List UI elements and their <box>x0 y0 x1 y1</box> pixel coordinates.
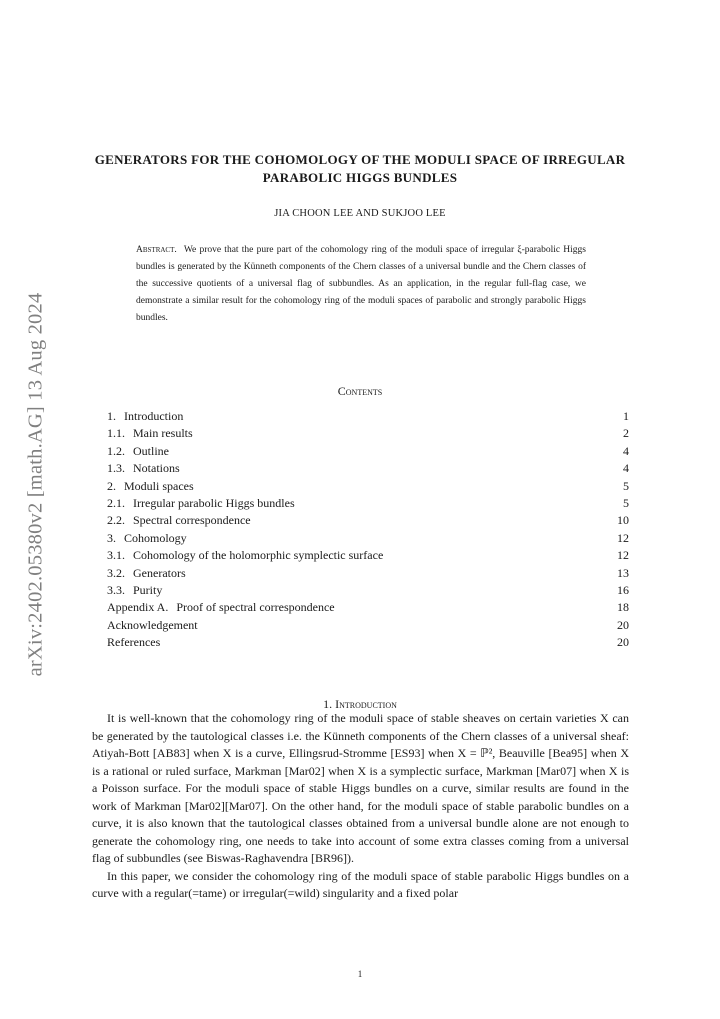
abstract-label: Abstract. <box>136 245 177 255</box>
section-heading: 1. Introduction <box>323 697 397 711</box>
toc-entry-number: 3. <box>107 530 116 545</box>
page-number: 1 <box>357 969 363 979</box>
toc-entry[interactable] <box>107 478 629 495</box>
toc-entry-title: Introduction <box>124 409 184 423</box>
toc-entry[interactable] <box>107 547 629 564</box>
toc-entry-label <box>107 425 193 442</box>
toc-entry-page: 5 <box>623 478 629 493</box>
toc-entry-label <box>107 460 180 477</box>
toc-entry[interactable] <box>107 495 629 512</box>
toc-entry-number: 3.3. <box>107 582 125 597</box>
toc-entry[interactable] <box>107 582 629 599</box>
toc-entry-label <box>107 530 187 547</box>
toc-entry-label <box>107 495 295 512</box>
toc-entry-title: Spectral correspondence <box>133 513 251 528</box>
toc-entry-title: Purity <box>133 582 163 597</box>
toc-entry-title: References <box>107 635 161 650</box>
toc-entry-label <box>107 634 160 651</box>
toc-entry[interactable] <box>107 408 629 425</box>
toc-entry-title: Acknowledgement <box>107 617 198 632</box>
toc-entry-number: 1.1. <box>107 426 125 441</box>
toc-entry[interactable] <box>107 425 629 442</box>
toc-entry-page: 20 <box>617 635 629 650</box>
toc-entry-title: Main results <box>133 426 193 441</box>
toc-entry-page: 4 <box>623 443 629 458</box>
toc-entry-number: 2.1. <box>107 495 125 510</box>
toc-entry[interactable] <box>107 617 629 634</box>
toc-entry-number: 1.3. <box>107 461 125 476</box>
toc-entry[interactable] <box>107 460 629 477</box>
toc-entry-page: 16 <box>617 582 629 597</box>
toc-entry-number: 2.2. <box>107 513 125 528</box>
toc-entry-page: 18 <box>617 600 629 615</box>
toc-entry[interactable] <box>107 443 629 460</box>
toc-entry-page: 13 <box>617 565 629 580</box>
toc-entry-page: 1 <box>623 409 629 423</box>
toc-entry-label <box>107 443 169 460</box>
toc-entry-page: 12 <box>617 548 629 563</box>
toc-entry-page: 2 <box>623 426 629 441</box>
paper-title: GENERATORS FOR THE COHOMOLOGY OF THE MODULI SPACE OF IRREGULAR PARABOLIC HIGGS BUNDLES <box>94 152 626 185</box>
toc-entry-label <box>107 565 186 582</box>
arxiv-identifier-text: arXiv:2402.05380v2 [math.AG] 13 Aug 2024 <box>24 292 47 676</box>
toc-entry-number: 2. <box>107 478 116 493</box>
paper-authors: JIA CHOON LEE AND SUKJOO LEE <box>274 208 446 219</box>
abstract-text: We prove that the pure part of the cohomology ring of the moduli space of irregular ξ-parabolic Higgs bundles is generated by the Künneth components of the Chern classes of a universal bundle and the Chern classes of the successive quotients of a universal flag of subbundles. As an application, in the regular full-flag case, we demonstrate a similar result for the cohomology ring of the moduli spaces of parabolic and strongly parabolic Higgs bundles. <box>136 245 586 323</box>
toc-entry-number: Appendix A. <box>107 600 169 615</box>
toc-entry-number: 3.2. <box>107 565 125 580</box>
body-paragraph: In this paper, we consider the cohomology ring of the moduli space of stable parabolic Higgs bundles on a curve with a regular(=tame) or irregular(=wild) singularity and a fixed polar <box>92 868 629 900</box>
toc-entry-page: 12 <box>617 530 629 545</box>
toc-entry-title: Cohomology of the holomorphic symplectic surface <box>133 548 384 563</box>
toc-entry-label <box>107 599 335 616</box>
abstract <box>136 242 586 327</box>
toc-entry-label <box>107 547 383 564</box>
toc-entry-label <box>107 408 183 425</box>
toc-entry-label <box>107 617 198 634</box>
section-body <box>92 710 629 903</box>
toc-entry-label <box>107 478 194 495</box>
table-of-contents <box>107 408 629 651</box>
toc-entry-page: 4 <box>623 461 629 476</box>
toc-entry-title: Notations <box>133 461 180 476</box>
toc-entry[interactable] <box>107 565 629 582</box>
body-paragraph: It is well-known that the cohomology ring of the moduli space of stable sheaves on certain varieties X can be generated by the tautological classes i.e. the Künneth components of the Chern classes of a universal sheaf: Atiyah-Bott [AB83] when X is a curve, Ellingsrud-Stromme [ES93] when X = ℙ², Beauville [Bea95] when X is a rational or ruled surface, Markman [Mar02] when X is a symplectic surface, Markman [Mar07] when X is a Poisson surface. For the moduli space of stable Higgs bundles on a curve, similar results are found in the work of Markman [Mar02][Mar07]. On the other hand, for the moduli space of stable parabolic bundles on a curve, it is also known that the tautological classes obtained from a universal bundle alone are not enough to generate the cohomology ring, one needs to take into account of some extra classes coming from a universal flag of subbundles (see Biswas-Raghavendra [BR96]). <box>92 711 629 865</box>
toc-entry-page: 5 <box>623 495 629 510</box>
toc-entry[interactable] <box>107 530 629 547</box>
toc-entry-label <box>107 512 251 529</box>
toc-entry-page: 20 <box>617 617 629 632</box>
toc-entry-title: Irregular parabolic Higgs bundles <box>133 495 295 510</box>
toc-entry[interactable] <box>107 512 629 529</box>
toc-entry-number: 1. <box>107 409 116 423</box>
toc-entry-title: Generators <box>133 565 186 580</box>
toc-entry-title: Moduli spaces <box>124 478 194 493</box>
contents-heading: Contents <box>337 384 383 398</box>
toc-entry-title: Cohomology <box>124 530 187 545</box>
toc-entry-title: Proof of spectral correspondence <box>176 600 335 615</box>
toc-entry-page: 10 <box>617 513 629 528</box>
toc-entry-number: 1.2. <box>107 443 125 458</box>
toc-entry-label <box>107 582 162 599</box>
toc-entry[interactable] <box>107 599 629 616</box>
toc-entry-number: 3.1. <box>107 548 125 563</box>
toc-entry[interactable] <box>107 634 629 651</box>
arxiv-identifier-stamp <box>20 268 52 700</box>
toc-entry-title: Outline <box>133 443 169 458</box>
